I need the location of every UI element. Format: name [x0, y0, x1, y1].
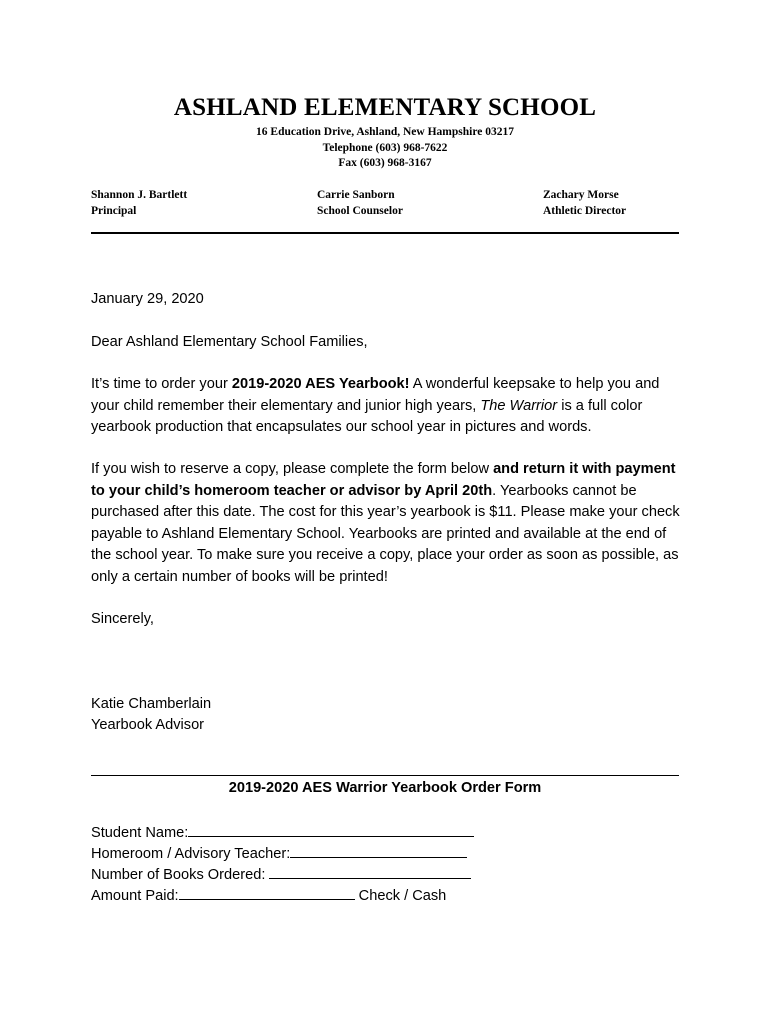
school-telephone: Telephone (603) 968-7622 [322, 142, 448, 154]
teacher-label: Homeroom / Advisory Teacher: [91, 846, 291, 862]
form-divider [91, 775, 679, 776]
letter-closing: Sincerely, [91, 611, 154, 627]
books-ordered-field[interactable] [91, 864, 471, 886]
school-name: ASHLAND ELEMENTARY SCHOOL [173, 94, 597, 121]
staff-title: Principal [91, 205, 137, 217]
text-run: It’s time to order your [91, 376, 232, 392]
text-run: is a full color yearbook production that encapsulates our school year in pictures and words. [91, 397, 643, 435]
letter-salutation: Dear Ashland Elementary School Families, [91, 334, 368, 350]
books-ordered-label: Number of Books Ordered: [91, 867, 270, 883]
school-fax: Fax (603) 968-3167 [338, 157, 432, 169]
order-form-title: 2019-2020 AES Warrior Yearbook Order Form [228, 780, 542, 796]
school-address: 16 Education Drive, Ashland, New Hampshire 03217 [256, 126, 514, 138]
student-name-blank[interactable] [188, 822, 474, 837]
payment-options: Check / Cash [354, 888, 447, 904]
staff-athletic-director [543, 187, 626, 219]
student-name-label: Student Name: [91, 825, 189, 841]
teacher-blank[interactable] [290, 843, 467, 858]
text-run: . Yearbooks cannot be purchased after this date. The cost for this year’s yearbook is $11. Please make your check payable to Ashland Elementary School. Yearbooks are printed and available at the end of the school year. To make sure you receive a copy, place your order as soon as possible, as only a certain number of books will be printed! [91, 482, 680, 585]
books-ordered-blank[interactable] [269, 864, 471, 879]
text-run-bold: and return it with payment to your child’s homeroom teacher or advisor by April 20th [91, 461, 676, 499]
student-name-field[interactable] [91, 822, 474, 844]
letter-date: January 29, 2020 [91, 291, 204, 307]
signer-name: Katie Chamberlain [91, 696, 212, 712]
teacher-field[interactable] [91, 843, 467, 865]
letterhead-divider [91, 232, 679, 234]
staff-name: Carrie Sanborn [317, 189, 395, 201]
letter-paragraph-2 [91, 459, 681, 588]
staff-name: Shannon J. Bartlett [91, 189, 188, 201]
text-run: A wonderful keepsake to help you and your child remember their elementary and junior high years, [91, 376, 660, 414]
staff-title: School Counselor [317, 205, 403, 217]
staff-counselor [317, 187, 403, 219]
text-run-bold: 2019-2020 AES Yearbook! [231, 376, 410, 392]
staff-principal [91, 187, 187, 219]
amount-paid-label: Amount Paid: [91, 888, 179, 904]
signer-title: Yearbook Advisor [91, 717, 205, 733]
staff-title: Athletic Director [543, 205, 627, 217]
letter-paragraph-1 [91, 374, 681, 439]
amount-paid-blank[interactable] [179, 885, 355, 900]
yearbook-title: The Warrior [480, 397, 558, 414]
staff-name: Zachary Morse [543, 189, 619, 201]
text-run: If you wish to reserve a copy, please complete the form below [91, 461, 494, 477]
amount-paid-field[interactable] [91, 885, 446, 907]
